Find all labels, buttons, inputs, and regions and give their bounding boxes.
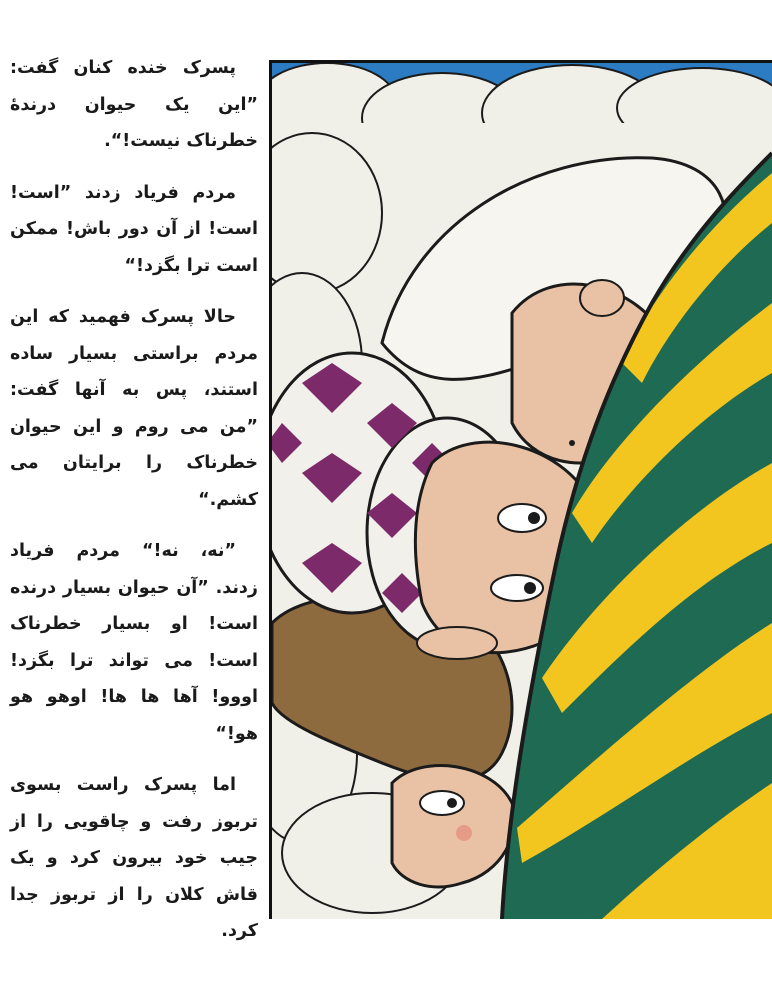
paragraph-1: پسرک خنده کنان گفت: ”این یک حیوان درندهٔ خطرناک نیست!“. — [10, 58, 258, 151]
illustration-drawing — [272, 63, 772, 919]
paragraph-5: اما پسرک راست بسوی تربوز رفت و چاقویی را از جیب خود بیرون کرد و یک قاش کلان را از تربوز جدا کرد. — [10, 775, 258, 941]
illustration — [269, 60, 772, 919]
paragraph-2: مردم فریاد زدند ”است! است! از آن دور باش! ممکن است ترا بگزد!“ — [10, 182, 258, 276]
paragraph-3: حالا پسرک فهمید که این مردم براستی بسیار ساده استند، پس به آنها گفت: ”من می روم و این حیوان خطرناک را برایتان می کشم.“ — [10, 307, 258, 510]
paragraph-4: ”نه، نه!“ مردم فریاد زدند. ”آن حیوان بسیار درنده است! او بسیار خطرناک است! می تواند ترا بگزد! اووو! آها ها ها! اوهو هو هو!“ — [10, 541, 258, 744]
story-text — [10, 50, 258, 965]
